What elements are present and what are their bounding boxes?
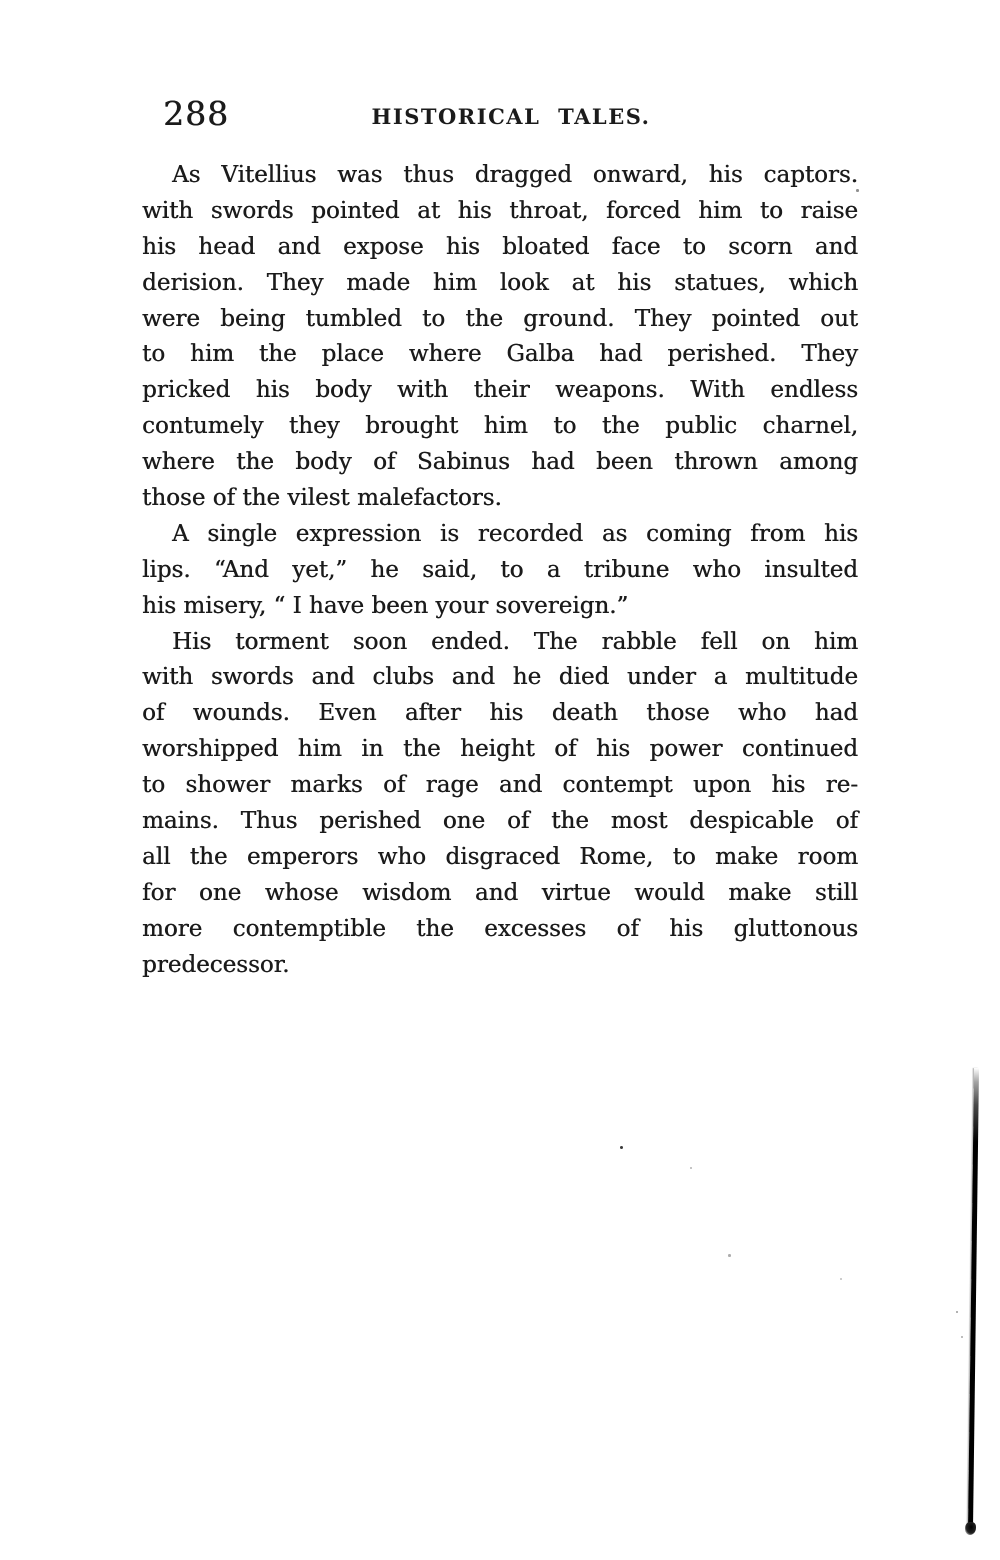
text-line: his head and expose his bloated face to scorn and — [142, 233, 858, 260]
text-line: pricked his body with their weapons. With endless — [142, 377, 858, 404]
page-number: 288 — [163, 94, 229, 133]
text-line: of wounds. Even after his death those who had — [142, 700, 858, 727]
text-line: more contemptible the excesses of his gluttonous — [142, 915, 858, 942]
text-line: for one whose wisdom and virtue would make still — [142, 879, 858, 906]
scan-ink-blot — [965, 1522, 976, 1535]
text-line: As Vitellius was thus dragged onward, his captors. — [172, 162, 858, 188]
scan-gutter-line — [968, 1068, 979, 1530]
ink-speck — [690, 1167, 692, 1169]
text-line: to shower marks of rage and contempt upon his re- — [142, 772, 858, 799]
text-line: were being tumbled to the ground. They pointed out — [142, 305, 858, 332]
text-line: contumely they brought him to the public charnel, — [142, 413, 858, 440]
ink-speck — [840, 1278, 842, 1280]
running-title: HISTORICAL TALES. — [371, 104, 651, 129]
text-line: worshipped him in the height of his power continued — [142, 736, 858, 763]
text-line: A single expression is recorded as coming from his — [172, 520, 858, 547]
text-line: his misery, “ I have been your sovereign.” — [142, 592, 629, 619]
text-line: where the body of Sabinus had been thrown among — [142, 449, 858, 476]
text-line: predecessor. — [142, 951, 290, 978]
ink-speck — [620, 1146, 623, 1149]
text-block — [142, 158, 858, 983]
text-line: to him the place where Galba had perished. They — [142, 341, 858, 368]
text-line: mains. Thus perished one of the most despicable of — [142, 808, 858, 835]
text-line: with swords and clubs and he died under a multitude — [142, 664, 858, 691]
text-line: with swords pointed at his throat, forced him to raise — [142, 197, 858, 224]
ink-speck — [856, 189, 859, 192]
ink-speck — [728, 1254, 731, 1257]
ink-speck — [961, 1336, 963, 1338]
ink-speck — [956, 1311, 958, 1313]
text-line: all the emperors who disgraced Rome, to make room — [142, 843, 858, 870]
text-line: His torment soon ended. The rabble fell on him — [172, 628, 858, 655]
text-line: those of the vilest malefactors. — [142, 485, 502, 512]
text-line: lips. “And yet,” he said, to a tribune who insulted — [142, 556, 858, 583]
text-line: derision. They made him look at his statues, which — [142, 269, 858, 296]
